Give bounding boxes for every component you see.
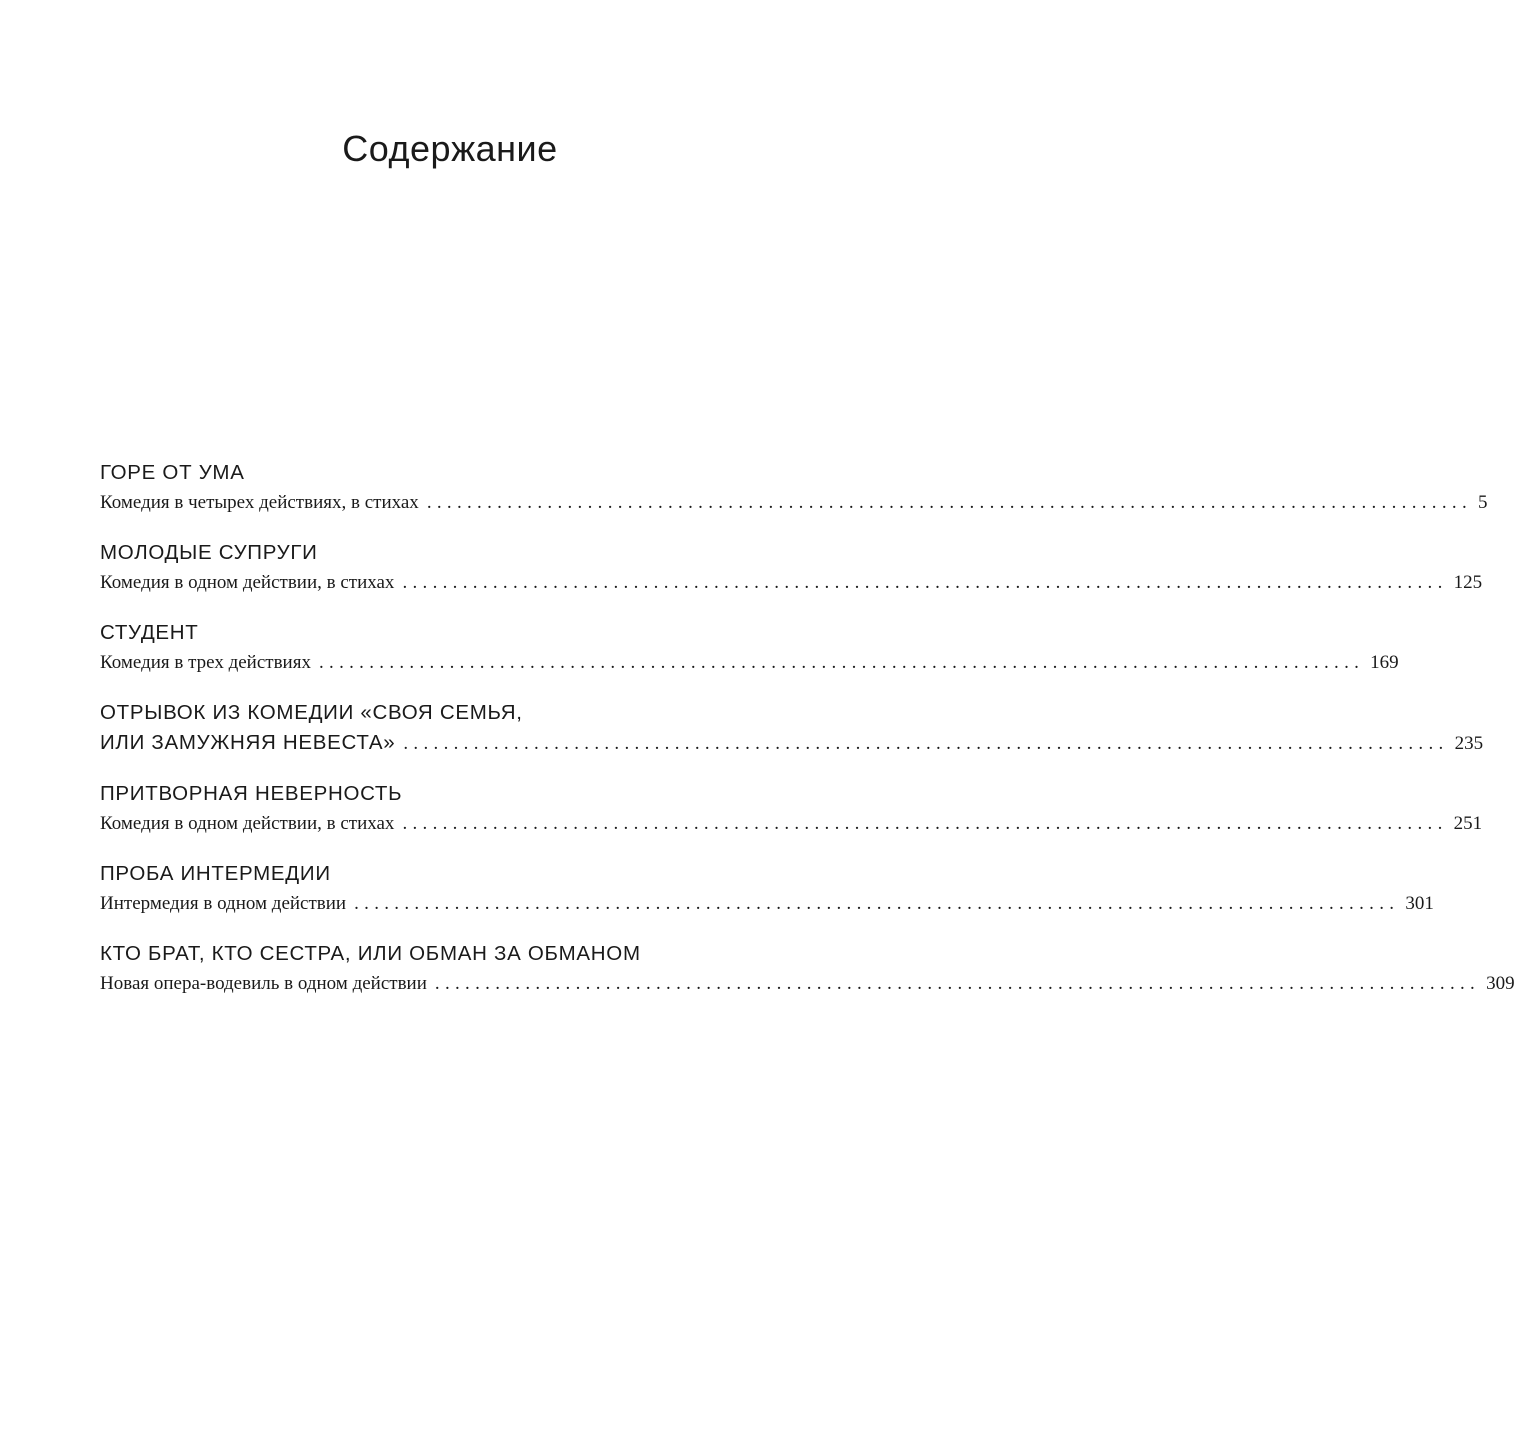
toc-entry-line — [100, 889, 1434, 919]
toc-entry — [100, 618, 1399, 678]
toc-entry-title: ГОРЕ ОТ УМА — [100, 461, 245, 484]
dot-leader: ........................................................................................................ — [434, 973, 1481, 994]
dot-leader: ........................................................................................................ — [354, 893, 1400, 914]
toc-entry-subtitle: Новая опера-водевиль в одном действии — [100, 973, 427, 994]
toc-entry-title: ПРИТВОРНАЯ НЕВЕРНОСТЬ — [100, 782, 403, 805]
toc-entry-subtitle: Комедия в четырех действиях, в стихах — [100, 492, 419, 513]
toc-entry-title: КТО БРАТ, КТО СЕСТРА, ИЛИ ОБМАН ЗА ОБМАНОМ — [100, 942, 641, 965]
dot-leader: ........................................................................................................ — [402, 813, 1448, 834]
toc-entry-page-number: 309 — [1486, 973, 1515, 994]
toc-entry-page-number: 251 — [1453, 813, 1483, 834]
toc-entry-line — [100, 648, 1399, 678]
toc-entry — [100, 859, 1434, 919]
dot-leader: ........................................................................................................ — [402, 572, 1448, 593]
toc-entry-page-number: 5 — [1478, 492, 1488, 513]
toc-entry-page-number: 235 — [1454, 733, 1484, 754]
toc-entry-line — [100, 969, 1515, 999]
page-title: Содержание — [342, 128, 558, 169]
toc-entry-page-number: 169 — [1370, 652, 1399, 673]
dot-leader: ........................................................................................................ — [318, 652, 1365, 673]
toc-entry — [100, 458, 1488, 518]
dot-leader: ........................................................................................................ — [403, 733, 1449, 754]
toc-entry-title: СТУДЕНТ — [100, 621, 199, 644]
toc-entry-title: МОЛОДЫЕ СУПРУГИ — [100, 541, 318, 564]
toc-entry-title: ПРОБА ИНТЕРМЕДИИ — [100, 862, 331, 885]
toc-entry-page-number: 125 — [1453, 572, 1483, 593]
toc-entry — [100, 698, 1484, 759]
toc-entry-line — [100, 809, 1483, 839]
toc-entry — [100, 538, 1483, 598]
toc-entry-subtitle: Интермедия в одном действии — [100, 893, 347, 914]
toc-entry-line — [100, 568, 1483, 598]
dot-leader: ........................................................................................................ — [426, 492, 1473, 513]
toc-entry-line — [100, 488, 1488, 518]
toc-entry-subtitle: Комедия в одном действии, в стихах — [100, 572, 395, 593]
toc-entry-line — [100, 728, 1484, 759]
toc-entry — [100, 779, 1483, 839]
toc-entry — [100, 939, 1515, 999]
table-of-contents — [100, 458, 1515, 1019]
toc-entry-title-continued: ИЛИ ЗАМУЖНЯЯ НЕВЕСТА» — [100, 731, 396, 754]
toc-entry-subtitle: Комедия в одном действии, в стихах — [100, 813, 395, 834]
toc-entry-page-number: 301 — [1405, 893, 1434, 914]
toc-entry-title: ОТРЫВОК ИЗ КОМЕДИИ «СВОЯ СЕМЬЯ, — [100, 701, 523, 724]
toc-entry-subtitle: Комедия в трех действиях — [100, 652, 311, 673]
